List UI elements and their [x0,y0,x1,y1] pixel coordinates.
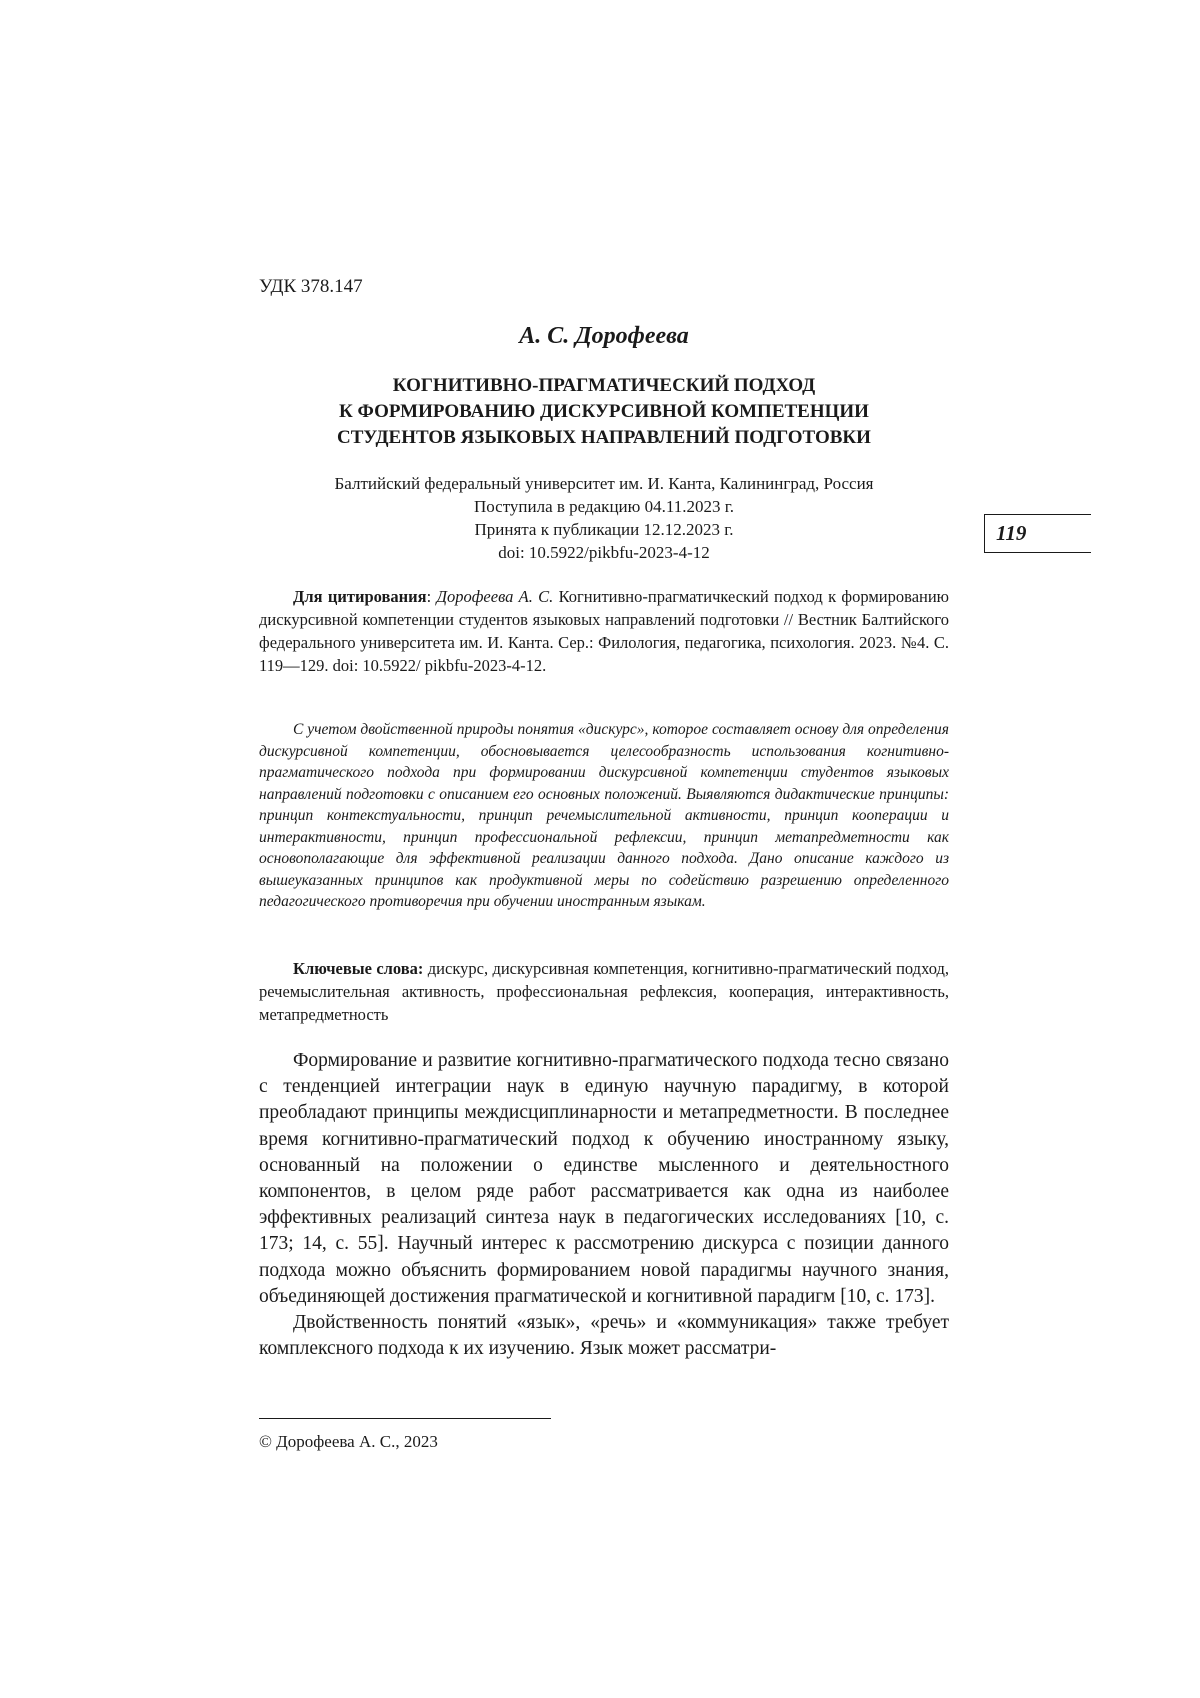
footnote-divider [259,1418,551,1419]
accepted-date: Принята к публикации 12.12.2023 г. [474,520,734,539]
affiliation: Балтийский федеральный университет им. И. Канта, Калининград, Россия [334,474,874,493]
title-line-3: СТУДЕНТОВ ЯЗЫКОВЫХ НАПРАВЛЕНИЙ ПОДГОТОВКИ [337,427,871,448]
keywords-label: Ключевые слова: [293,959,424,978]
author-name: А. С. Дорофеева [519,323,689,349]
article-meta [259,472,949,564]
keywords-text: дискурс, дискурсивная компетенция, когнитивно-прагматический подход, речемыслительная активность, профессиональная рефлексия, кооперация, интерактивность, метапредметность [259,959,949,1024]
citation-separator: : [426,587,437,606]
page-number: 119 [996,521,1027,545]
doi: doi: 10.5922/pikbfu-2023-4-12 [498,543,710,562]
citation-text: Когнитивно-прагматичкеский подход к формированию дискурсивной компетенции студентов языковых направлений подготовки // Вестник Балтийского федерального университета им. И. Канта. Сер.: Филология, педагогика, психология. 2023. №4. С. 119—129. doi: 10.5922/ pikbfu-2023-4-12. [259,587,950,675]
citation [259,585,949,677]
abstract: С учетом двойственной природы понятия «дискурс», которое составляет основу для определения дискурсивной компетенции, обосновывается целесообразность использования когнитивно-прагматического подхода при формировании дискурсивной компетенции студентов языковых направлений подготовки с описанием его основных положений. Выявляются дидактические принципы: принцип контекстуальности, принцип речемыслительной активности, принцип кооперации и интерактивности, принцип профессиональной рефлексии, принцип метапредметности как основополагающие для эффективной реализации данного подхода. Дано описание каждого из вышеуказанных принципов как продуктивной меры по содействию разрешению определенного педагогического противоречия при обучении иностранным языкам. [259,721,949,910]
body-paragraph-2: Двойственность понятий «язык», «речь» и «коммуникация» также требует комплексного подхода к их изучению. Язык может рассматри- [259,1312,949,1360]
copyright-footnote: © Дорофеева А. С., 2023 [259,1432,438,1451]
article-title [259,373,949,451]
keywords [259,957,949,1026]
citation-author: Дорофеева А. С. [436,587,554,606]
received-date: Поступила в редакцию 04.11.2023 г. [473,497,735,516]
title-line-1: КОГНИТИВНО-ПРАГМАТИЧЕСКИЙ ПОДХОД [392,375,816,396]
body-paragraph-1: Формирование и развитие когнитивно-прагматического подхода тесно связано с тенденцией интеграции наук в единую научную парадигму, в которой преобладают принципы междисциплинарности и метапредметности. В последнее время когнитивно-прагматический подход к обучению иностранному языку, основанный на положении о единстве мысленного и деятельностного компонентов, в целом ряде работ рассматривается как одна из наиболее эффективных реализаций синтеза наук в педагогических исследованиях [10, с. 173; 14, с. 55]. Научный интерес к рассмотрению дискурса с позиции данного подхода можно объяснить формированием новой парадигмы научного знания, объединяющей достижения прагматической и когнитивной парадигм [10, с. 173]. [259,1050,949,1307]
body-text [259,1048,949,1362]
title-line-2: К ФОРМИРОВАНИЮ ДИСКУРСИВНОЙ КОМПЕТЕНЦИИ [339,401,869,422]
citation-label: Для цитирования [293,587,427,606]
udk-code: УДК 378.147 [259,276,363,297]
